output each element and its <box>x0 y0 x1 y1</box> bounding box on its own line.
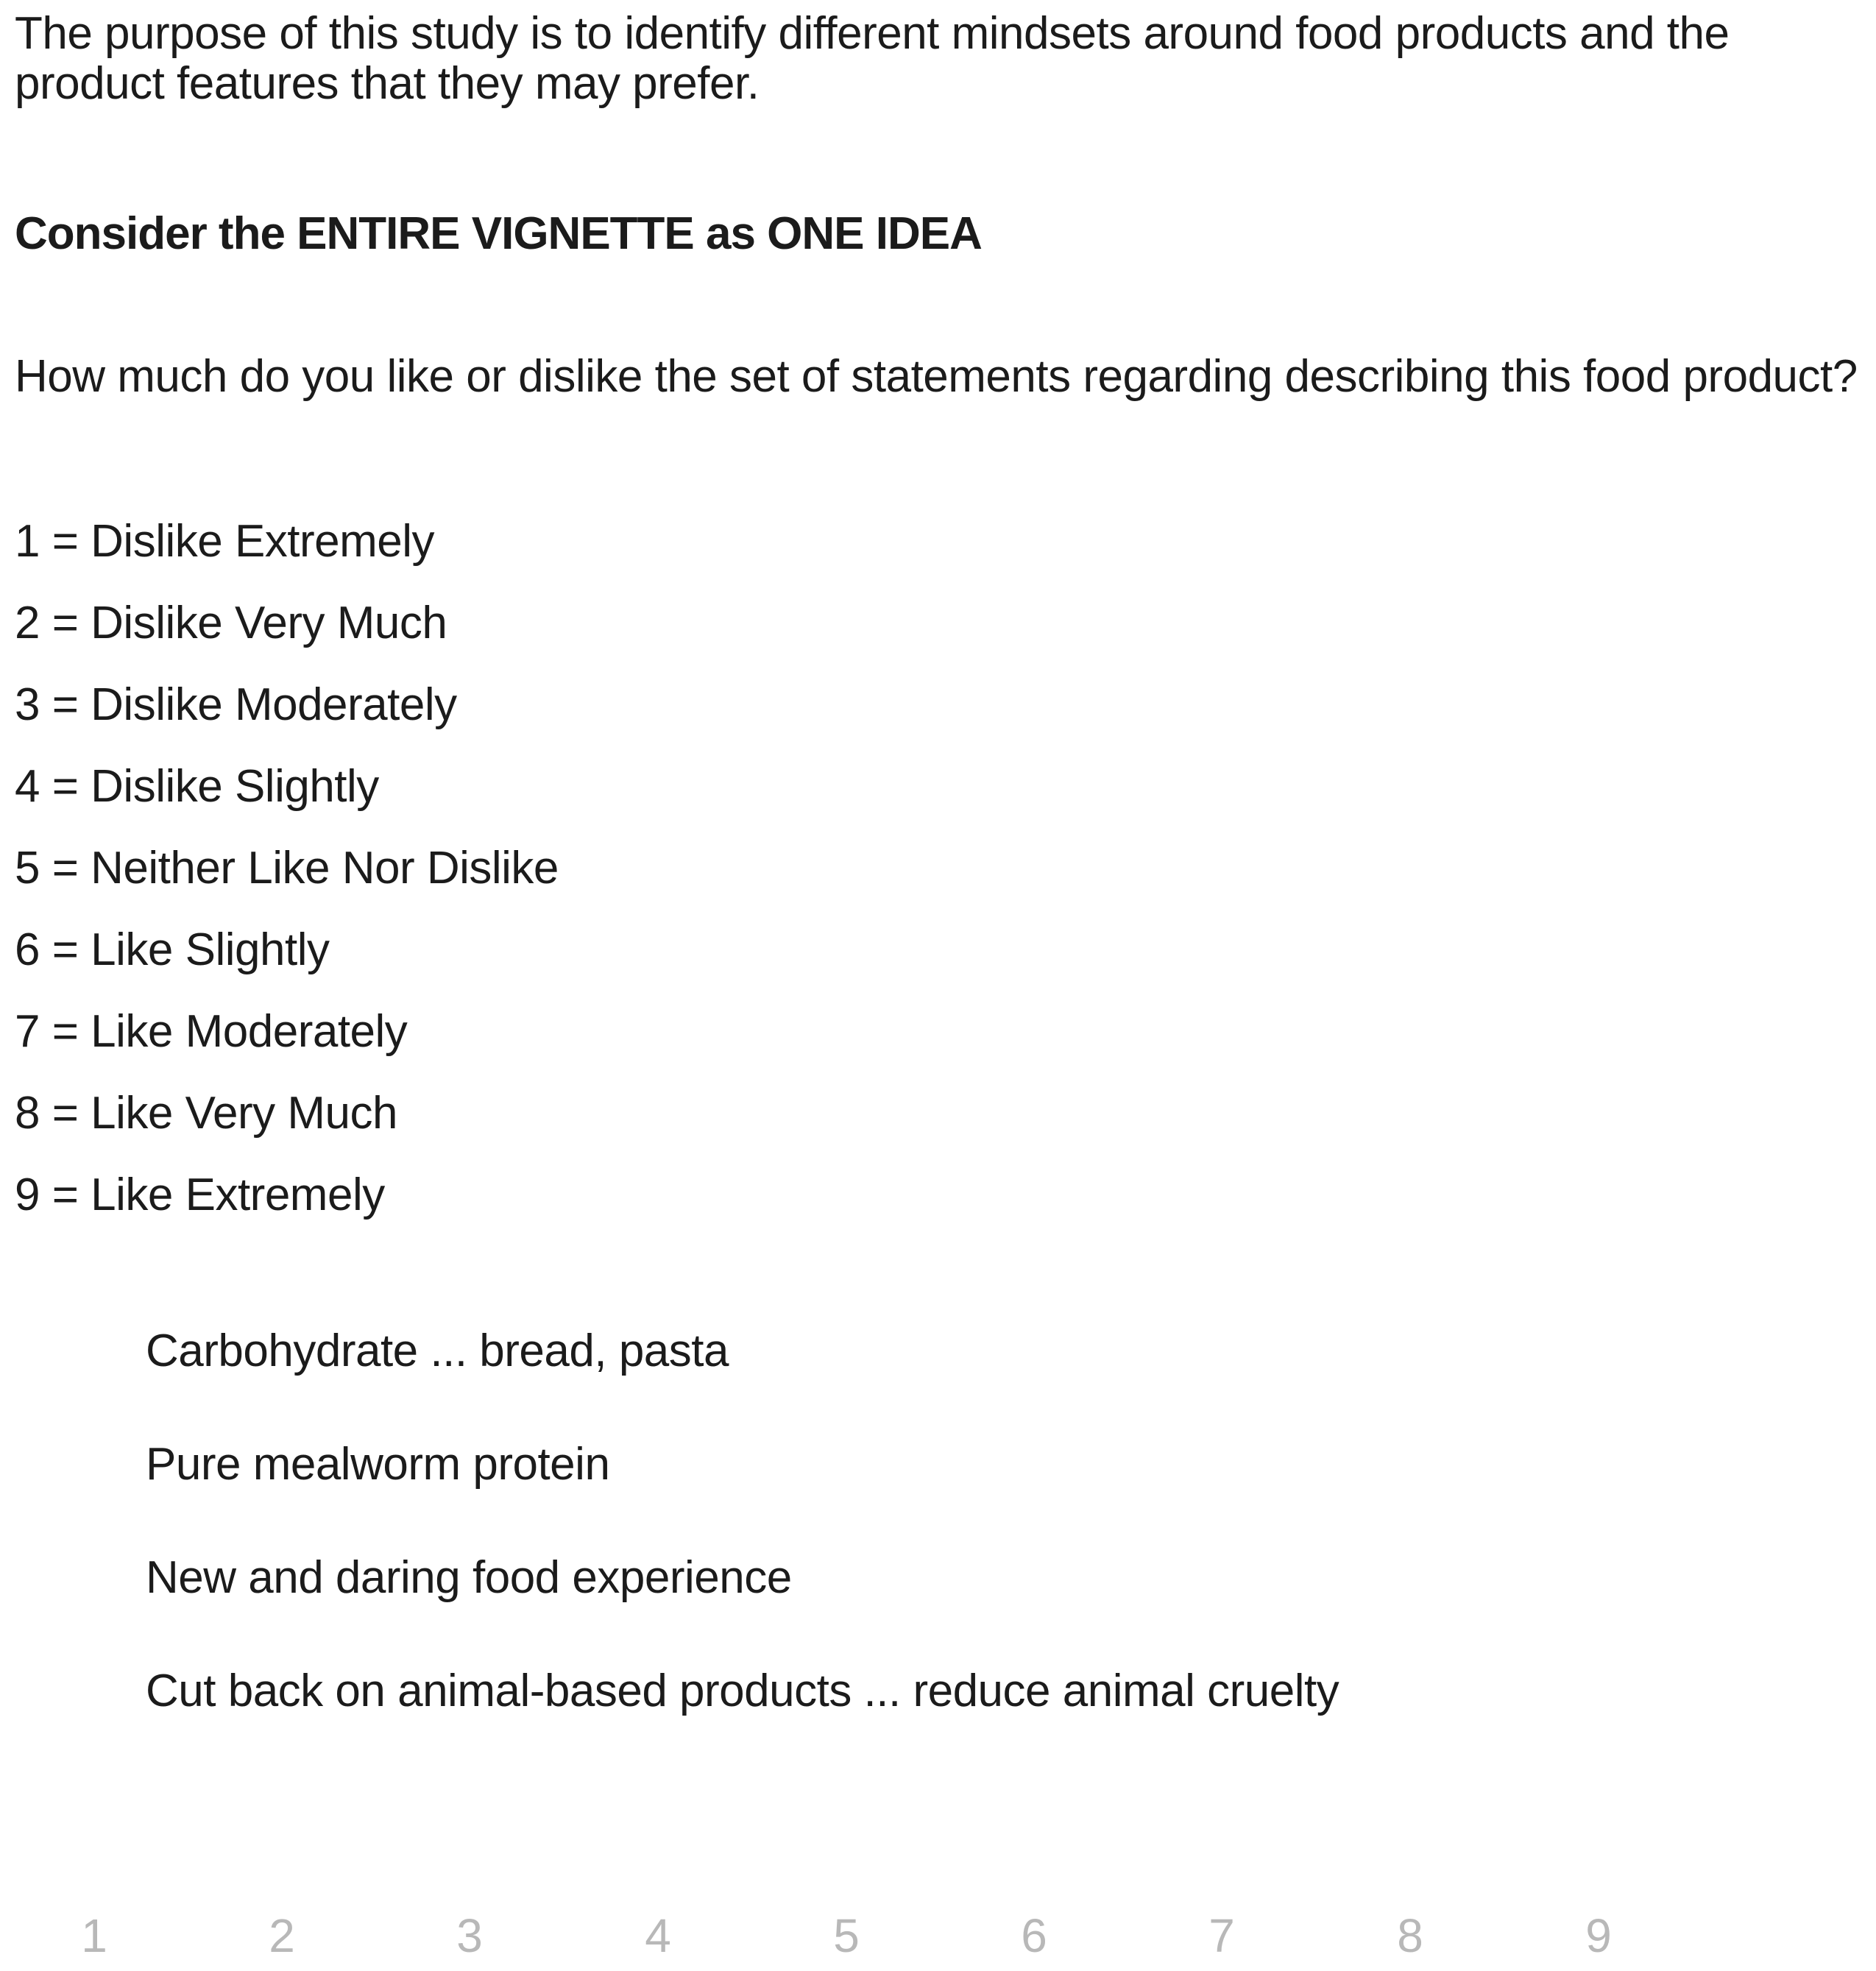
instruction-heading: Consider the ENTIRE VIGNETTE as ONE IDEA <box>15 208 982 259</box>
vignette-statements <box>146 1325 1339 1778</box>
scale-legend <box>15 515 559 1250</box>
scale-legend-item: 5 = Neither Like Nor Dislike <box>15 843 559 894</box>
rating-option-9[interactable]: 9 <box>1585 1909 1612 1962</box>
rating-option-4[interactable]: 4 <box>645 1909 671 1962</box>
vignette-statement: Cut back on animal-based products ... reduce animal cruelty <box>146 1666 1339 1716</box>
scale-legend-item: 1 = Dislike Extremely <box>15 516 435 567</box>
rating-option-7[interactable]: 7 <box>1208 1909 1235 1962</box>
rating-option-1[interactable]: 1 <box>81 1909 107 1962</box>
scale-legend-item: 2 = Dislike Very Much <box>15 598 447 648</box>
vignette-statement: New and daring food experience <box>146 1552 792 1603</box>
vignette-statement: Pure mealworm protein <box>146 1439 610 1490</box>
rating-option-3[interactable]: 3 <box>456 1909 483 1962</box>
vignette-statement: Carbohydrate ... bread, pasta <box>146 1326 729 1376</box>
rating-option-6[interactable]: 6 <box>1021 1909 1047 1962</box>
scale-legend-item: 3 = Dislike Moderately <box>15 679 457 730</box>
rating-option-8[interactable]: 8 <box>1397 1909 1423 1962</box>
scale-legend-item: 8 = Like Very Much <box>15 1088 397 1139</box>
rating-scale <box>0 1906 1876 1965</box>
question-text: How much do you like or dislike the set of statements regarding describing this food product? <box>15 351 1858 402</box>
scale-legend-item: 4 = Dislike Slightly <box>15 761 379 812</box>
scale-legend-item: 9 = Like Extremely <box>15 1169 385 1220</box>
rating-option-2[interactable]: 2 <box>269 1909 295 1962</box>
scale-legend-item: 6 = Like Slightly <box>15 924 330 975</box>
rating-option-5[interactable]: 5 <box>833 1909 860 1962</box>
intro-text: The purpose of this study is to identify different mindsets around food products and the product features that they may prefer. <box>15 8 1730 109</box>
scale-legend-item: 7 = Like Moderately <box>15 1006 408 1057</box>
